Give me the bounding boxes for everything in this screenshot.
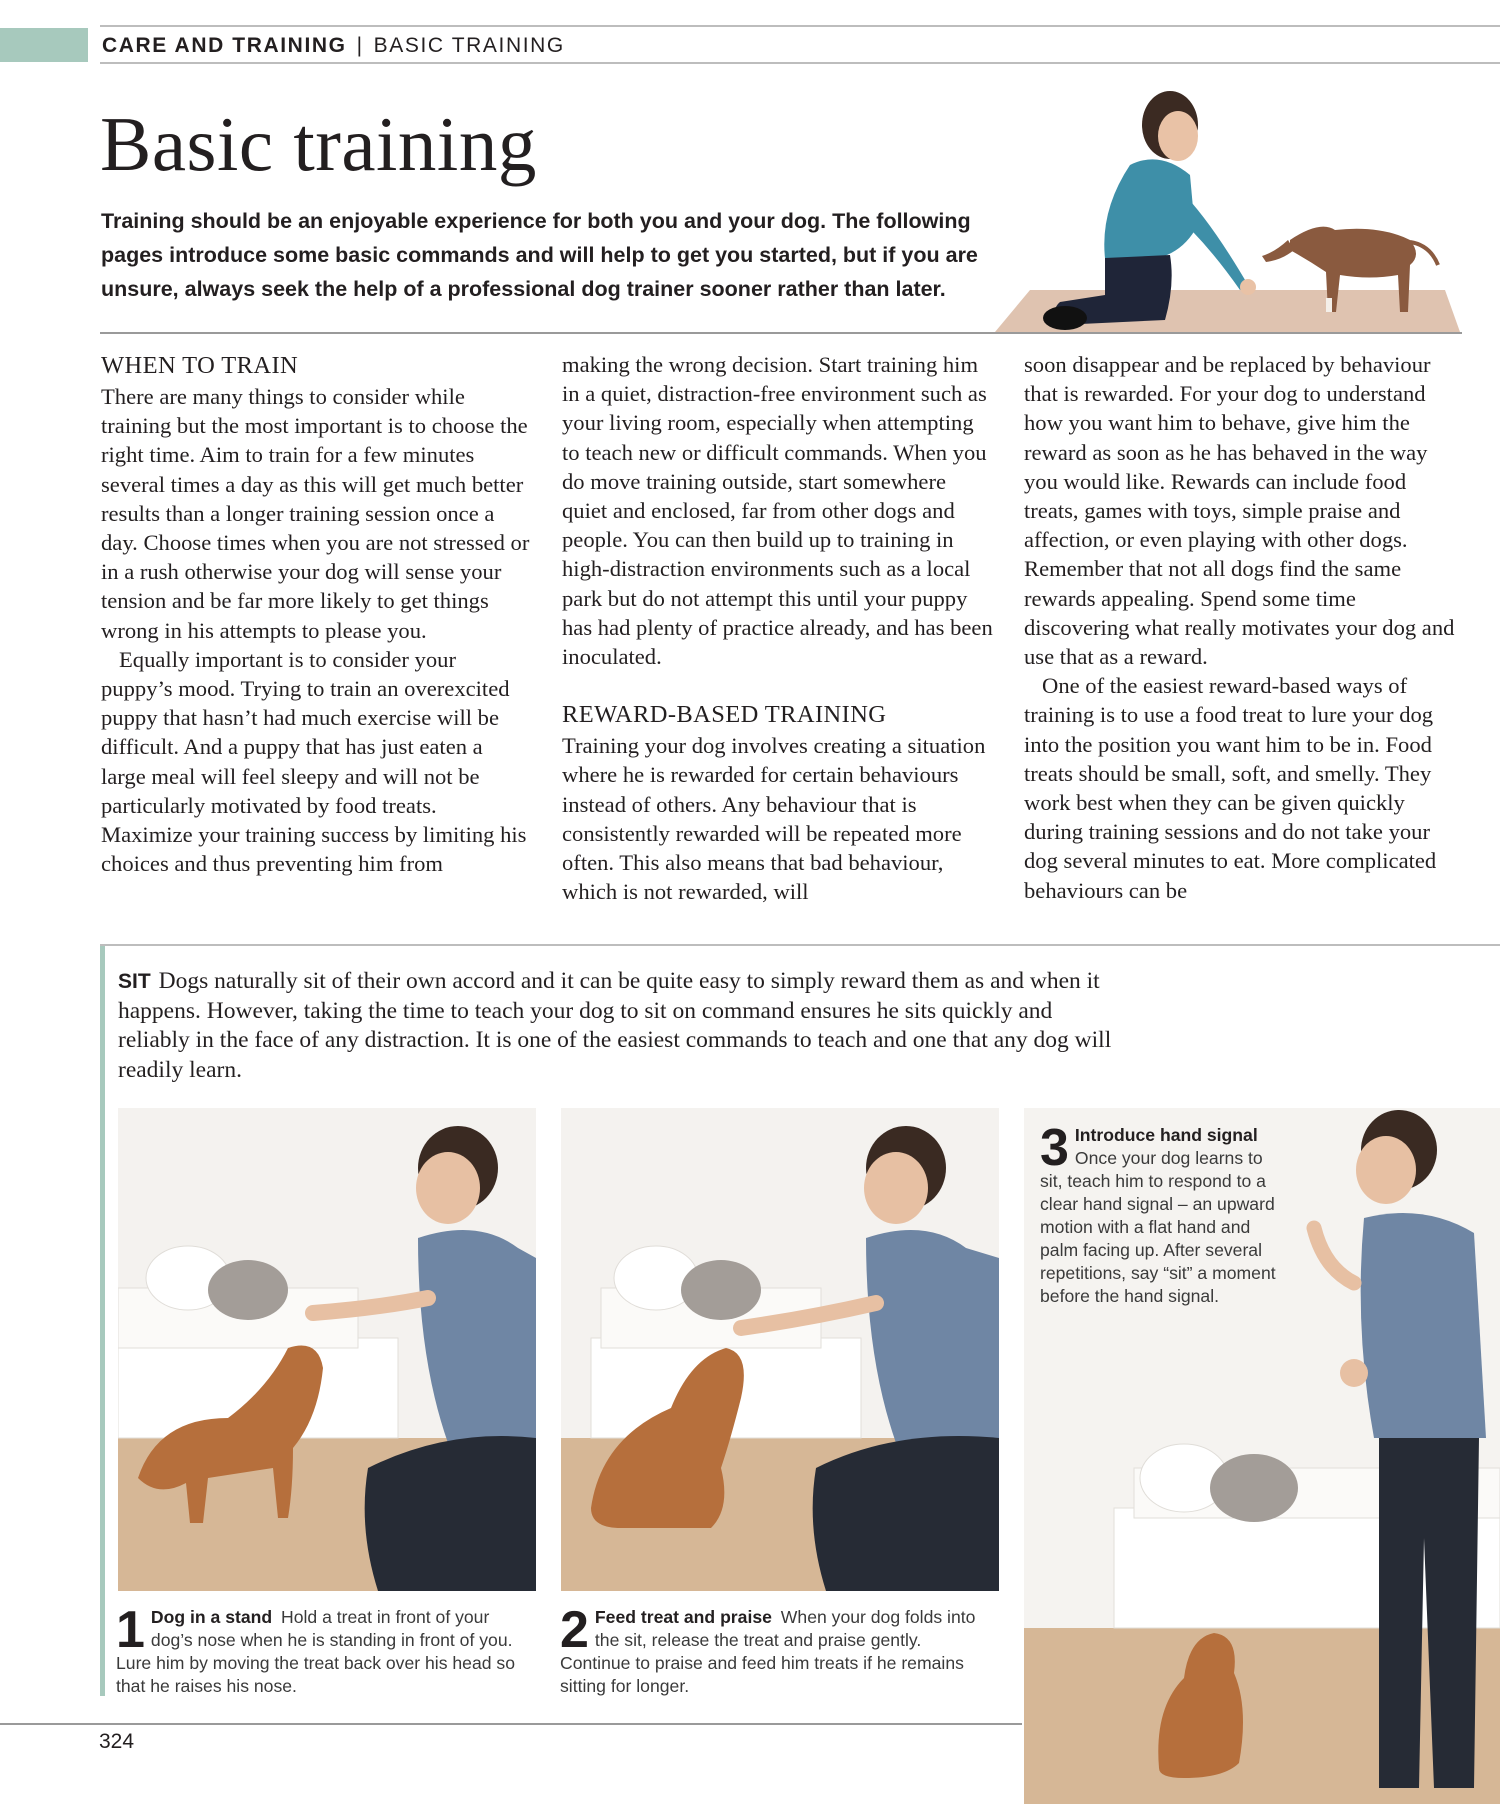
step-2-photo [561,1108,999,1591]
step-3-text: Once your dog learns to sit, teach him to respond to a clear hand signal – an upward motion with a flat hand and palm facing up. After several repetitions, say “sit” a moment before the hand signal. [1040,1148,1276,1306]
footer-rule [0,1723,1022,1725]
step-2-caption [560,1601,990,1698]
header-section: CARE AND TRAINING [102,34,347,57]
reward-based-paragraph-1: Training your dog involves creating a situation where he is rewarded for certain behaviours instead of others. Any behaviour that is consistently rewarded will be repeated more often. This also means that bad behaviour, which is not rewarded, will [562,733,986,905]
page-title: Basic training [100,101,537,187]
header-separator: | [356,34,364,57]
step-2-text: When your dog folds into the sit, release the treat and praise gently. Continue to praise and feed him treats if he remains sitting for longer. [560,1607,976,1696]
section-color-tab [0,28,88,62]
step-1-title: Dog in a stand [150,1607,273,1627]
header-rule-top [100,25,1500,27]
step-2-number: 2 [560,1601,589,1659]
reward-based-paragraph-2: soon disappear and be replaced by behaviour that is rewarded. For your dog to understand how you want him to behave, give him the reward as soon as he has behaved in the way you would like. Rewards can include food treats, games with toys, simple praise and affection, or even playing with other dogs. Remember that not all dogs find the same rewards appealing. Spend some time discovering what really motivates your dog and use that as a reward. [1024,352,1455,670]
sit-intro [118,967,1128,1085]
when-to-train-paragraph-1: There are many things to consider while training but the most important is to choose the right time. Aim to train for a few minutes several times a day as this will get much better results than a longer training session once a day. Choose times when you are not stressed or in a rush otherwise your dog will sense your tension and be far more likely to get things wrong in his attempts to please you. [101,384,530,643]
sit-panel-accent-bar [100,946,105,1696]
step-1-text: Hold a treat in front of your dog’s nose when he is standing in front of you. Lure him by moving the treat back over his head so that he raises his nose. [116,1607,516,1696]
step-1-caption [116,1601,516,1698]
step-2-title: Feed treat and praise [594,1607,772,1627]
section-spacer [562,671,994,699]
reward-based-paragraph-3: One of the easiest reward-based ways of training is to use a food treat to lure your dog into the position you want him to be in. Food treats should be small, soft, and smelly. They work best when they can be given quickly during training sessions and do not take your dog several minutes to eat. More complicated behaviours can be [1024,673,1437,903]
step-1-number: 1 [116,1601,145,1659]
reward-based-training-heading: REWARD-BASED TRAINING [562,701,887,729]
running-header [102,31,565,61]
when-to-train-paragraph-3: making the wrong decision. Start training him in a quiet, distraction-free environment such as your living room, especially when attempting to teach new or difficult commands. When you do move training outside, start somewhere quiet and enclosed, far from other dogs and people. You can then build up to training in high-distraction environments such as a local park but do not attempt this until your puppy has had plenty of practice already, and has been inoculated. [562,352,993,670]
step-3-number: 3 [1040,1119,1069,1177]
when-to-train-paragraph-2: Equally important is to consider your puppy’s mood. Trying to train an overexcited puppy that hasn’t had much exercise will be difficult. And a puppy that has just eaten a large meal will feel sleepy and will not be particularly motivated by food treats. Maximize your training success by limiting his choices and thus preventing him from [101,646,527,877]
when-to-train-heading: WHEN TO TRAIN [101,352,299,379]
intro-divider [100,332,1462,334]
sit-panel-top-rule [100,944,1500,946]
intro-paragraph: Training should be an enjoyable experience for both you and your dog. The following pages introduce some basic commands and will help to get you started, but if you are unsure, always seek the help of a professional dog trainer sooner rather than later. [101,209,978,301]
header-rule-bottom [100,62,1500,64]
sit-description: Dogs naturally sit of their own accord and it can be quite easy to simply reward them as and when it happens. However, taking the time to teach your dog to sit on command ensures he sits quickly and reliably in the face of any distraction. It is one of the easiest commands to teach and one that any dog will readily learn. [118,968,1112,1083]
page-number: 324 [99,1730,135,1753]
body-column-1 [101,350,533,878]
step-1-photo [118,1108,536,1591]
body-column-3 [1024,350,1464,905]
body-column-2 [562,350,994,906]
hero-photo [990,80,1470,338]
step-3-caption [1040,1119,1280,1308]
step-3-title: Introduce hand signal [1074,1125,1258,1145]
sit-label: SIT [118,970,151,993]
header-subsection: BASIC TRAINING [373,34,565,57]
